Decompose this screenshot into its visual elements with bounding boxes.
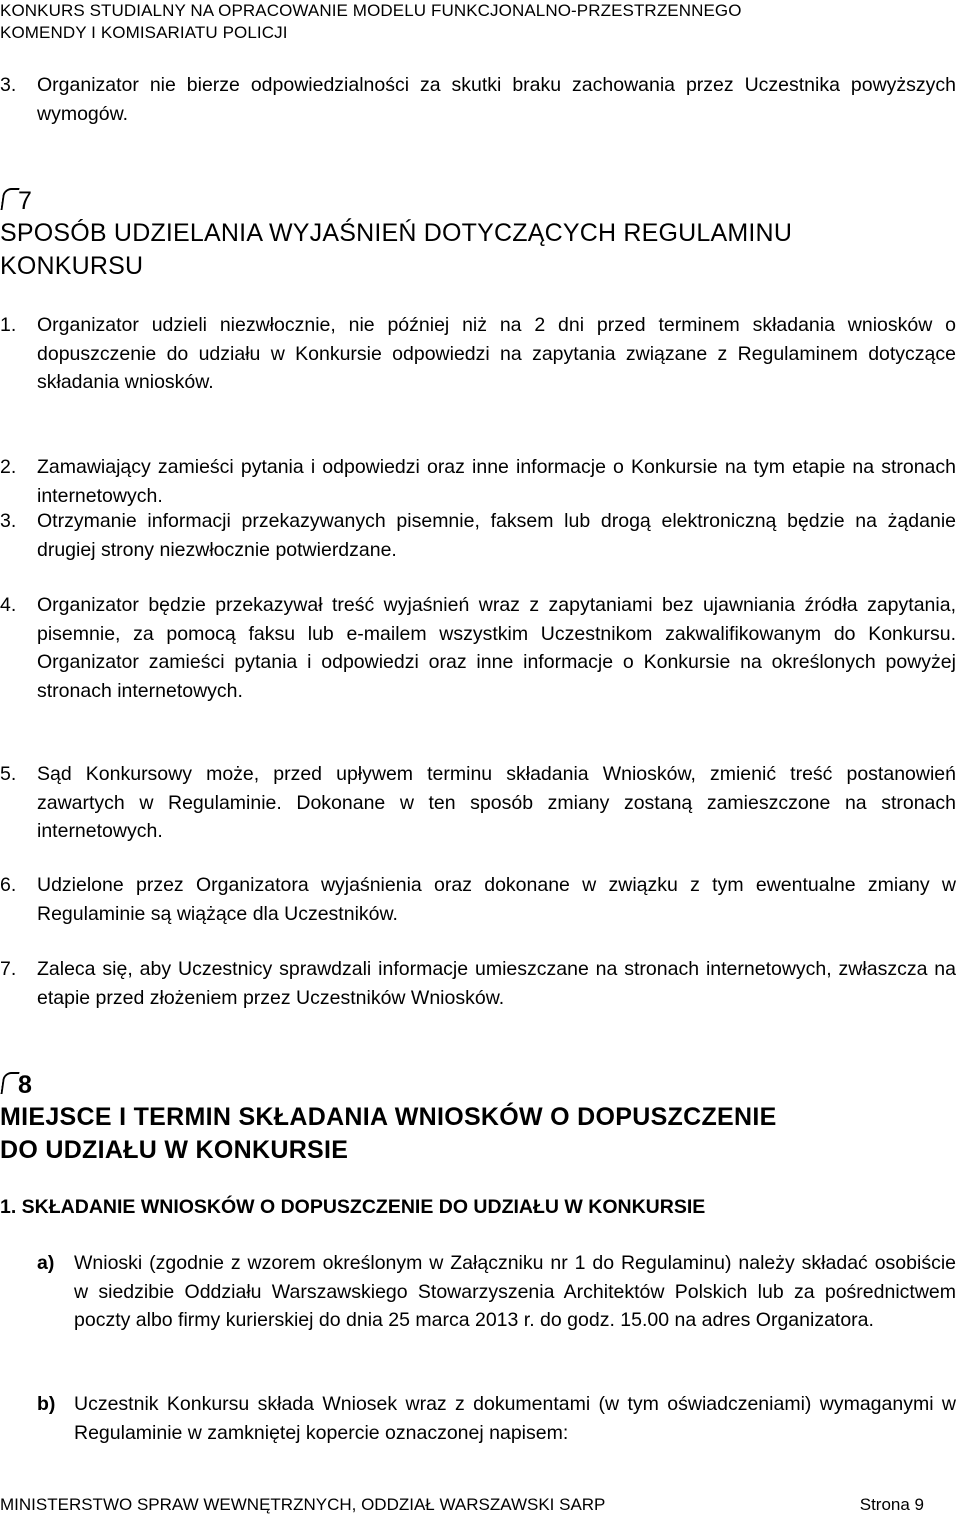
- list-item-text: Sąd Konkursowy może, przed upływem terminu składania Wniosków, zmienić treść postanowień zawartych w Regulaminie. Dokonane w ten sposób zmiany zostaną zamieszczone na stronach internetowych.: [37, 763, 956, 842]
- section-mark-icon: [0, 1070, 18, 1100]
- section-7-number: 7: [0, 186, 32, 216]
- list-item-text: Organizator będzie przekazywał treść wyjaśnień wraz z zapytaniami bez ujawniania źródła zapytania, pisemnie, za pomocą faksu lub e-mailem wszystkim Uczestnikom zakwalifikowanym do Konkursu. Organizator zamieści pytania i odpowiedzi oraz inne informacje o Konkursie na określonych powyżej stronach internetowych.: [37, 594, 956, 702]
- section-7-item-1: [0, 311, 956, 397]
- list-item-number: 3.: [0, 74, 17, 96]
- section-7-item-3: [0, 507, 956, 564]
- section-7-item-4: [0, 591, 956, 705]
- section-7-item-7: [0, 955, 956, 1012]
- list-item-text: Organizator nie bierze odpowiedzialności za skutki braku zachowania przez Uczestnika powyższych wymogów.: [37, 74, 956, 125]
- section-7-title-line-1: SPOSÓB UDZIELANIA WYJAŚNIEŃ DOTYCZĄCYCH REGULAMINU: [0, 219, 793, 247]
- list-item-text: Organizator udzieli niezwłocznie, nie później niż na 2 dni przed terminem składania wniosków o dopuszczenie do udziału w Konkursie odpowiedzi na zapytania związane z Regulaminem dotyczące składania wniosków.: [37, 314, 956, 393]
- list-item-text: Zaleca się, aby Uczestnicy sprawdzali informacje umieszczane na stronach internetowych, zwłaszcza na etapie przed złożeniem przez Uczestników Wniosków.: [37, 958, 956, 1009]
- section-8-item-a: [37, 1249, 956, 1335]
- list-item-text: Zamawiający zamieści pytania i odpowiedzi oraz inne informacje o Konkursie na tym etapie na stronach internetowych.: [37, 456, 956, 507]
- list-item-label: b): [37, 1393, 56, 1415]
- list-item-number: 2.: [0, 456, 17, 478]
- list-item-number: 6.: [0, 874, 17, 896]
- section-8-item-b: [37, 1390, 956, 1447]
- list-item-text: Uczestnik Konkursu składa Wniosek wraz z dokumentami (w tym oświadczeniami) wymaganymi w Regulaminie w zamkniętej kopercie oznaczonej napisem:: [74, 1393, 956, 1444]
- section-8-subheading: 1. SKŁADANIE WNIOSKÓW O DOPUSZCZENIE DO UDZIAŁU W KONKURSIE: [0, 1196, 706, 1218]
- list-item-number: 4.: [0, 594, 17, 616]
- page-footer: [0, 1494, 924, 1516]
- section-8-title-line-2: DO UDZIAŁU W KONKURSIE: [0, 1136, 349, 1164]
- list-item-label: a): [37, 1252, 55, 1274]
- footer-page-number: Strona 9: [859, 1495, 924, 1514]
- page-header: [0, 0, 960, 44]
- header-line-2: KOMENDY I KOMISARIATU POLICJI: [0, 23, 288, 42]
- list-item-number: 7.: [0, 958, 17, 980]
- section-7-title: [0, 217, 956, 283]
- section-7-item-5: [0, 760, 956, 846]
- section-8-title: [0, 1101, 956, 1167]
- section-8-title-line-1: MIEJSCE I TERMIN SKŁADANIA WNIOSKÓW O DOPUSZCZENIE: [0, 1103, 777, 1131]
- section-mark-icon: [0, 186, 18, 216]
- footer-organization: MINISTERSTWO SPRAW WEWNĘTRZNYCH, ODDZIAŁ WARSZAWSKI SARP: [0, 1495, 606, 1514]
- section-7-item-2: [0, 453, 956, 510]
- list-item-text: Otrzymanie informacji przekazywanych pisemnie, faksem lub drogą elektroniczną będzie na żądanie drugiej strony niezwłocznie potwierdzane.: [37, 510, 956, 561]
- section-8-number: 8: [0, 1070, 32, 1100]
- intro-list-item: [0, 71, 956, 128]
- section-7-title-line-2: KONKURSU: [0, 252, 144, 280]
- list-item-text: Wnioski (zgodnie z wzorem określonym w Załączniku nr 1 do Regulaminu) należy składać osobiście w siedzibie Oddziału Warszawskiego Stowarzyszenia Architektów Polskich lub za pośrednictwem poczty albo firmy kurierskiej do dnia 25 marca 2013 r. do godz. 15.00 na adres Organizatora.: [74, 1252, 956, 1331]
- section-7-item-6: [0, 871, 956, 928]
- list-item-text: Udzielone przez Organizatora wyjaśnienia oraz dokonane w związku z tym ewentualne zmiany w Regulaminie są wiążące dla Uczestników.: [37, 874, 956, 925]
- list-item-number: 1.: [0, 314, 17, 336]
- list-item-number: 3.: [0, 510, 17, 532]
- header-line-1: KONKURS STUDIALNY NA OPRACOWANIE MODELU FUNKCJONALNO-PRZESTRZENNEGO: [0, 1, 742, 20]
- list-item-number: 5.: [0, 763, 17, 785]
